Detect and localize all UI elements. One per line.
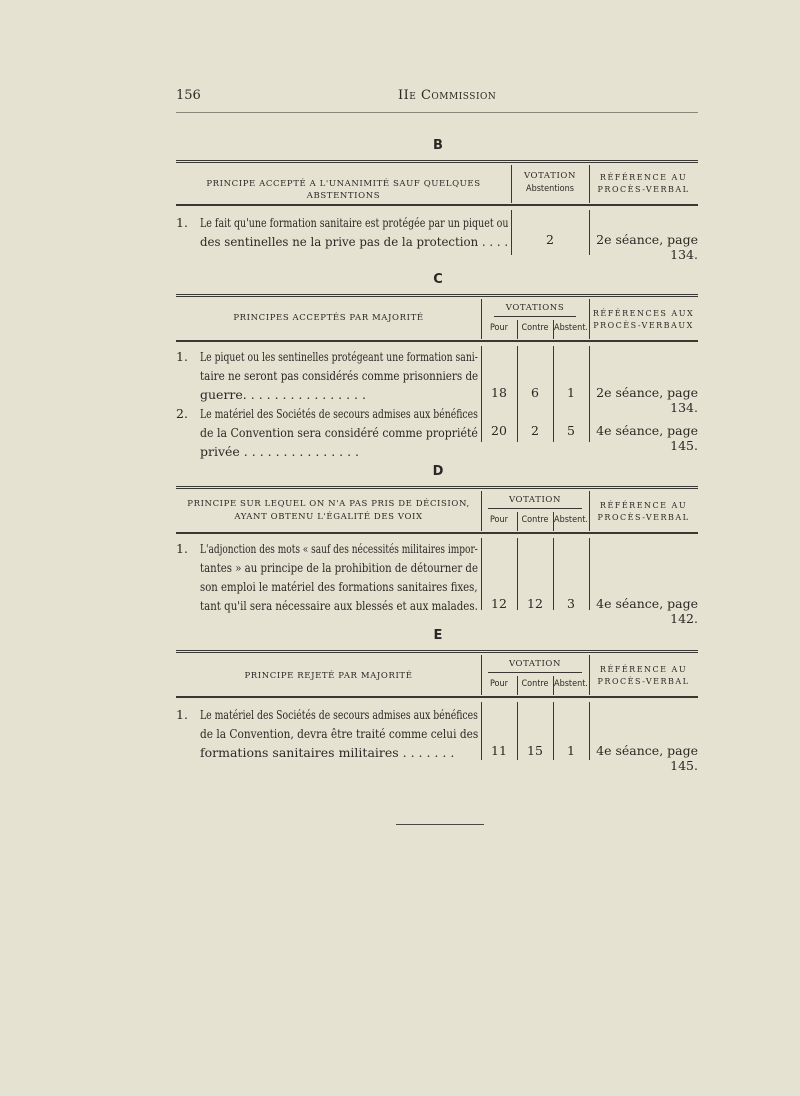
col-abst-header: Abstent. [554, 679, 588, 689]
col-ref-header-2: PROCÈS-VERBAL [597, 677, 690, 686]
row-number: 1. [176, 349, 188, 364]
abst-value: 5 [567, 423, 575, 438]
table-row [176, 705, 479, 762]
rule-header-bottom [176, 204, 698, 206]
pour-value: 18 [491, 385, 507, 400]
abst-value: 3 [567, 596, 575, 611]
col-vote-header: VOTATION [508, 495, 562, 505]
row-number: 1. [176, 215, 188, 230]
table-d [176, 486, 698, 626]
col-pour-header: Pour [490, 323, 508, 333]
col-abst-header: Abstent. [554, 323, 588, 333]
row-number: 1. [176, 707, 188, 722]
pour-value: 11 [491, 743, 507, 758]
rule-header-bottom [176, 532, 698, 534]
vote-brace [488, 508, 582, 509]
abstentions-value: 2 [546, 232, 554, 247]
col-ref-header-2: PROCÈS-VERBAUX [593, 321, 694, 330]
page-header [176, 88, 698, 108]
col-contre-header: Contre [521, 679, 549, 689]
col-pour-header: Pour [490, 515, 508, 525]
row-text-line: Le matériel des Sociétés de secours admises aux bénéfices [200, 707, 478, 722]
abst-value: 1 [567, 385, 575, 400]
page-number: 156 [176, 88, 201, 103]
row-text-line: formations sanitaires militaires . . . . . . . [200, 745, 455, 760]
rule-header-bottom [176, 696, 698, 698]
col-vote-header: VOTATION [523, 171, 577, 181]
col-principle-header: PRINCIPE REJETÉ PAR MAJORITÉ [244, 671, 413, 681]
table-row [176, 404, 478, 461]
rule-header-bottom [176, 340, 698, 342]
col-ref-header-1: RÉFÉRENCE AU [599, 501, 688, 510]
row-text-line: son emploi le matériel des formations sanitaires fixes, [200, 579, 478, 594]
pour-value: 20 [491, 423, 507, 438]
reference-value: 2e séance, page 134. [596, 232, 698, 262]
col-abstentions-header: Abstentions [526, 184, 574, 194]
col-abst-header: Abstent. [554, 515, 588, 525]
row-text-line: tantes » au principe de la prohibition de détourner de [200, 560, 478, 575]
table-b [176, 160, 698, 262]
contre-value: 15 [527, 743, 543, 758]
row-text-line: de la Convention, devra être traité comme celui des [200, 726, 479, 741]
col-contre-header: Contre [521, 323, 549, 333]
table-c [176, 294, 698, 459]
section-letter-d: D [432, 464, 444, 479]
col-ref-header-1: RÉFÉRENCES AUX [592, 309, 695, 318]
col-principle-header: PRINCIPES ACCEPTÉS PAR MAJORITÉ [233, 313, 424, 323]
col-principle-header-1: PRINCIPE SUR LEQUEL ON N'A PAS PRIS DE DÉCISION, [187, 499, 470, 509]
reference-value: 4e séance, page 145. [596, 743, 698, 773]
col-principle-header-2: AYANT OBTENU L'ÉGALITÉ DES VOIX [234, 512, 423, 522]
col-vote-header: VOTATION [508, 659, 562, 669]
row-number: 1. [176, 541, 188, 556]
pour-value: 12 [491, 596, 507, 611]
reference-value: 2e séance, page 134. [596, 385, 698, 415]
row-text-line: guerre. . . . . . . . . . . . . . . . [200, 387, 366, 402]
table-row [176, 213, 509, 251]
rule-top [176, 294, 698, 297]
col-vote-header: VOTATIONS [505, 303, 565, 313]
col-ref-header-1: RÉFÉRENCE AU [599, 173, 688, 182]
rule-top [176, 160, 698, 163]
contre-value: 2 [531, 423, 539, 438]
row-text-line: Le fait qu'une formation sanitaire est protégée par un piquet ou [200, 215, 509, 230]
end-rule [396, 824, 484, 825]
row-number: 2. [176, 406, 188, 421]
running-title: IIe Commission [398, 88, 497, 103]
col-ref-header-1: RÉFÉRENCE AU [599, 665, 688, 674]
vote-brace [488, 672, 582, 673]
col-ref-header-2: PROCÈS-VERBAL [597, 513, 690, 522]
abst-value: 1 [567, 743, 575, 758]
contre-value: 6 [531, 385, 539, 400]
table-row [176, 347, 479, 404]
col-ref-header-2: PROCÈS-VERBAL [597, 185, 690, 194]
col-pour-header: Pour [490, 679, 508, 689]
rule-top [176, 486, 698, 489]
table-row [176, 539, 478, 615]
row-text-line: tant qu'il sera nécessaire aux blessés et aux malades. [200, 598, 478, 613]
reference-value: 4e séance, page 145. [596, 423, 698, 453]
row-text-line: L'adjonction des mots « sauf des nécessités militaires impor- [200, 541, 478, 556]
header-rule [176, 112, 698, 113]
vote-brace [494, 316, 576, 317]
row-text-line: des sentinelles ne la prive pas de la protection . . . . [200, 234, 509, 249]
col-principle-header: PRINCIPE ACCEPTÉ A L'UNANIMITÉ SAUF QUELQUES ABSTENTIONS [206, 179, 481, 201]
row-text-line: Le piquet ou les sentinelles protégeant une formation sani- [200, 349, 478, 364]
col-contre-header: Contre [521, 515, 549, 525]
row-text-line: taire ne seront pas considérés comme prisonniers de [200, 368, 479, 383]
row-text-line: Le matériel des Sociétés de secours admises aux bénéfices [200, 406, 478, 421]
rule-top [176, 650, 698, 653]
contre-value: 12 [527, 596, 543, 611]
row-text-line: de la Convention sera considéré comme propriété [200, 425, 478, 440]
reference-value: 4e séance, page 142. [596, 596, 698, 626]
section-letter-b: B [433, 138, 443, 153]
section-letter-c: C [433, 272, 443, 287]
table-e [176, 650, 698, 773]
section-letter-e: E [433, 628, 443, 643]
row-text-line: privée . . . . . . . . . . . . . . . [200, 444, 360, 459]
